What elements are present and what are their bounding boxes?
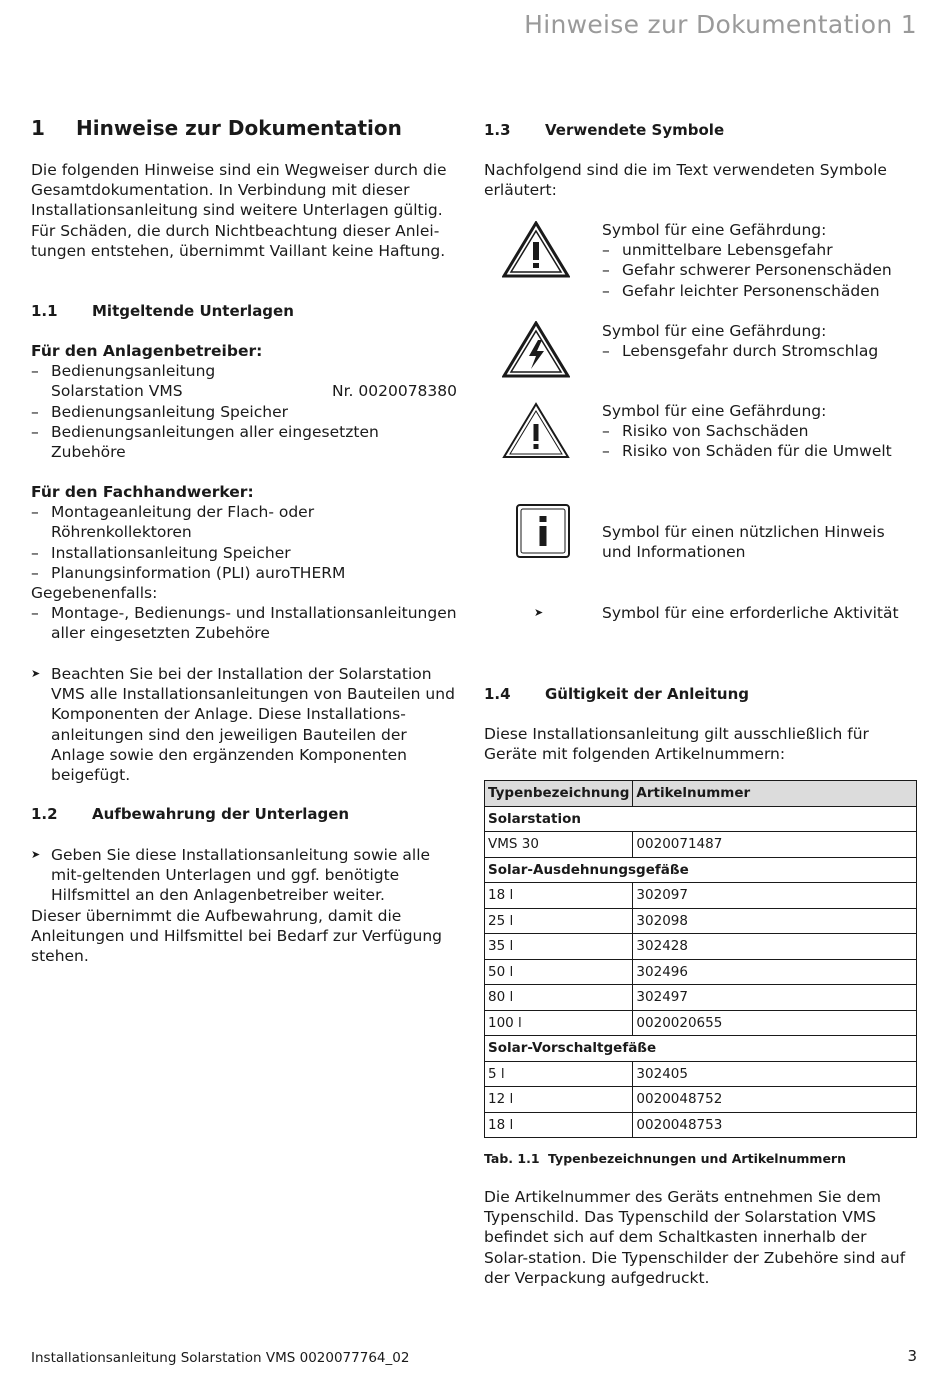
- section-1-3-intro: Nachfolgend sind die im Text verwendeten Symbole erläutert:: [484, 161, 887, 200]
- section-1-2-heading: 1.2 Aufbewahrung der Unterlagen: [31, 805, 350, 823]
- symbol-info-description: Symbol für einen nützlichen Hinweis und Informationen: [602, 523, 885, 562]
- type-cell: 50 l: [485, 959, 633, 985]
- section-1-3-heading: 1.3 Verwendete Symbole: [484, 121, 725, 139]
- list-item: – Risiko von Schäden für die Umwelt: [602, 441, 922, 461]
- section-1-1-heading: 1.1 Mitgeltende Unterlagen: [31, 302, 294, 320]
- type-cell: VMS 30: [485, 832, 633, 858]
- column-header: Typenbezeichnung: [485, 781, 633, 807]
- article-number-cell: 302405: [633, 1061, 917, 1087]
- article-number-cell: 0020048752: [633, 1087, 917, 1113]
- type-cell: 25 l: [485, 908, 633, 934]
- section-1-2-body: ➤ Geben Sie diese Installationsanleitung sowie alle mit-geltenden Unterlagen und ggf. benötigte Hilfsmittel an den Anlagenbetreiber weiter. Dieser übernimmt die Aufbewahrung, damit die Anleitungen und Hilfsmittel bei Bedarf zur Verfügung stehen.: [31, 845, 457, 966]
- article-number-table: [484, 780, 917, 1138]
- article-number-cell: 0020020655: [633, 1010, 917, 1036]
- type-cell: 5 l: [485, 1061, 633, 1087]
- symbol-action-description: Symbol für eine erforderliche Aktivität: [602, 604, 899, 622]
- page-number: 3: [907, 1347, 917, 1365]
- list-item: – Montage-, Bedienungs- und Installationsanleitungen aller eingesetzten Zubehöre: [31, 603, 457, 643]
- electric-shock-icon: [502, 321, 570, 379]
- list-item: – Gefahr schwerer Personenschäden: [602, 260, 922, 280]
- article-number-cell: 302098: [633, 908, 917, 934]
- list-item: – Bedienungsanleitung Speicher: [31, 402, 457, 422]
- table-row: [485, 1010, 917, 1036]
- table-group-row: [485, 1036, 917, 1062]
- article-number-cell: 302097: [633, 883, 917, 909]
- column-header: Artikelnummer: [633, 781, 917, 807]
- type-cell: 18 l: [485, 883, 633, 909]
- list-item: – Gefahr leichter Personenschäden: [602, 281, 922, 301]
- section-1-4-heading: 1.4 Gültigkeit der Anleitung: [484, 685, 750, 703]
- type-cell: 80 l: [485, 985, 633, 1011]
- list-item: – Planungsinformation (PLI) auroTHERM: [31, 563, 457, 583]
- list-item: – Lebensgefahr durch Stromschlag: [602, 341, 922, 361]
- action-item: ➤ Beachten Sie bei der Installation der Solarstation VMS alle Installationsanleitungen von Bauteilen und Komponenten der Anlage. Diese Installations-anleitungen sind den jeweiligen Bauteilen der Anlage sowie den ergänzenden Komponenten beigefügt.: [31, 664, 457, 785]
- table-row: [485, 1087, 917, 1113]
- table-group-row: [485, 806, 917, 832]
- table-body: [485, 806, 917, 1138]
- group-label: Solar-Vorschaltgefäße: [485, 1036, 917, 1062]
- optional-documents: Gegebenenfalls: – Montage-, Bedienungs- und Installationsanleitungen aller eingesetzten Zubehöre: [31, 583, 457, 644]
- action-item: ➤ Geben Sie diese Installationsanleitung sowie alle mit-geltenden Unterlagen und ggf. benötigte Hilfsmittel an den Anlagenbetreiber weiter.: [31, 845, 457, 906]
- article-number-cell: 0020048753: [633, 1112, 917, 1138]
- danger-triangle-icon: [502, 221, 570, 279]
- group-label: Solarstation: [485, 806, 917, 832]
- list-item: – Bedienungsanleitungen aller eingesetzten Zubehöre: [31, 422, 457, 462]
- symbol-electric-description: Symbol für eine Gefährdung: – Lebensgefahr durch Stromschlag: [602, 321, 922, 361]
- table-group-row: [485, 857, 917, 883]
- table-header-row: [485, 781, 917, 807]
- table-row: [485, 1061, 917, 1087]
- section-1-intro: Die folgenden Hinweise sind ein Wegweiser durch die Gesamtdokumentation. In Verbindung mit dieser Installationsanleitung sind weitere Unterlagen gültig. Für Schäden, die durch Nichtbeachtung dieser Anlei- tungen entstehen, übernimmt Vaillant keine Haftung.: [31, 161, 447, 260]
- table-row: [485, 959, 917, 985]
- table-row: [485, 985, 917, 1011]
- section-1-1-action: [31, 664, 457, 785]
- table-row: [485, 883, 917, 909]
- list-item: – Installationsanleitung Speicher: [31, 543, 457, 563]
- group-label: Solar-Ausdehnungsgefäße: [485, 857, 917, 883]
- article-number-cell: 302497: [633, 985, 917, 1011]
- section-1-4-outro: Die Artikelnummer des Geräts entnehmen Sie dem Typenschild. Das Typenschild der Solarstation VMS befindet sich auf dem Schaltkasten innerhalb der Solar-station. Die Typenschilder der Zubehöre sind auf der Verpackung aufgedruckt.: [484, 1188, 906, 1287]
- installer-documents: Für den Fachhandwerker: – Montageanleitung der Flach- oder Röhrenkollektoren – Installationsanleitung Speicher – Planungsinformation (PLI) auroTHERM: [31, 482, 457, 583]
- article-number-cell: 0020071487: [633, 832, 917, 858]
- table-row: [485, 934, 917, 960]
- section-1-heading: 1 Hinweise zur Dokumentation: [31, 116, 402, 140]
- footer-document-title: Installationsanleitung Solarstation VMS 0020077764_02: [31, 1350, 410, 1366]
- document-number: Nr. 0020078380: [331, 382, 457, 401]
- caution-triangle-icon: [502, 402, 570, 460]
- table-row: [485, 908, 917, 934]
- operator-documents: Für den Anlagenbetreiber: – Bedienungsanleitung Solarstation VMS Nr. 0020078380 – Bedienungsanleitung Speicher – Bedienungsanleitungen aller eingesetzten Zubehöre: [31, 341, 457, 462]
- symbol-caution-description: Symbol für eine Gefährdung: – Risiko von Sachschäden – Risiko von Schäden für die Umwelt: [602, 401, 922, 462]
- section-1-4-intro: Diese Installationsanleitung gilt ausschließlich für Geräte mit folgenden Artikelnummern:: [484, 725, 869, 764]
- info-icon: [515, 503, 571, 559]
- type-cell: 12 l: [485, 1087, 633, 1113]
- arrow-icon: ➤: [534, 606, 544, 619]
- running-header: Hinweise zur Dokumentation 1: [524, 10, 917, 39]
- type-cell: 18 l: [485, 1112, 633, 1138]
- list-item: – unmittelbare Lebensgefahr: [602, 240, 922, 260]
- article-number-cell: 302496: [633, 959, 917, 985]
- list-item: – Bedienungsanleitung Solarstation VMS Nr. 0020078380: [31, 361, 457, 401]
- table-row: [485, 832, 917, 858]
- article-number-cell: 302428: [633, 934, 917, 960]
- list-item: – Risiko von Sachschäden: [602, 421, 922, 441]
- type-cell: 35 l: [485, 934, 633, 960]
- type-cell: 100 l: [485, 1010, 633, 1036]
- symbol-danger-description: Symbol für eine Gefährdung: – unmittelbare Lebensgefahr – Gefahr schwerer Personenschäden – Gefahr leichter Personenschäden: [602, 220, 922, 301]
- list-item: – Montageanleitung der Flach- oder Röhrenkollektoren: [31, 502, 457, 542]
- table-row: [485, 1112, 917, 1138]
- table-caption: Tab. 1.1 Typenbezeichnungen und Artikelnummern: [484, 1151, 846, 1166]
